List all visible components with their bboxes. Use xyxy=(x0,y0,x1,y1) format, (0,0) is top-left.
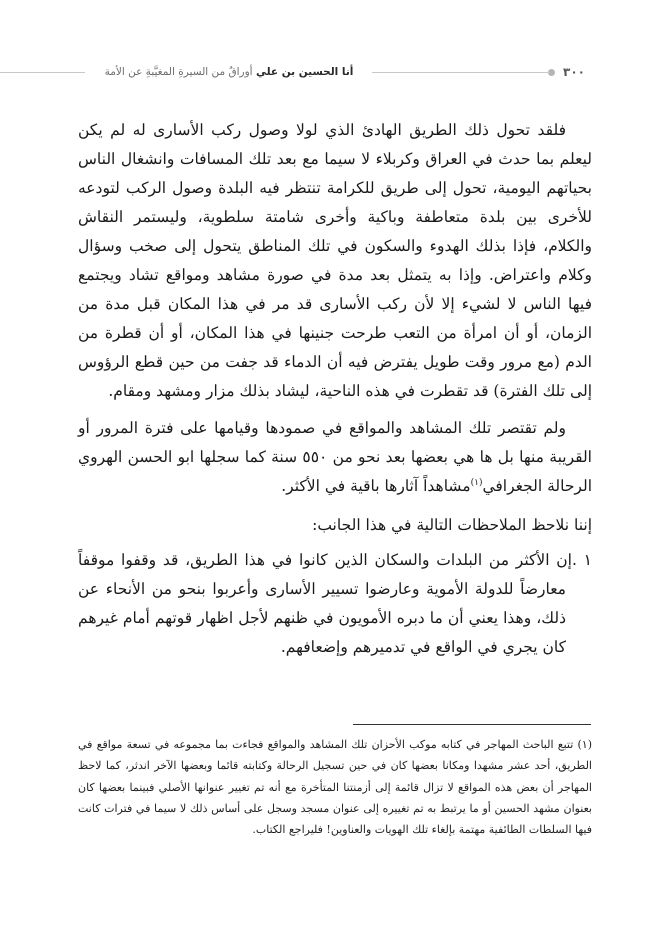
page-number: ٣٠٠ xyxy=(563,65,585,79)
running-header xyxy=(0,62,669,86)
footnotes xyxy=(78,734,592,840)
book-title xyxy=(95,62,363,82)
footnote-separator xyxy=(353,724,591,725)
paragraph-1: فلقد تحول ذلك الطريق الهادئ الذي لولا وصول ركب الأسارى له لم يكن ليعلم بما حدث في العراق وكربلاء لا سيما مع بعد تلك المسافات وانشغال الناس بحياتهم اليومية، تحول إلى طريق للكرامة تنتظر فيه البلدة وصول الركب لتودعه للأخرى بين بلدة متعاطفة وباكية وأخرى شامتة سلطوية، وليستمر النقاش والكلام، فإذا بذلك الهدوء والسكون في تلك المناطق يتحول إلى صخب وسؤال وكلام واعتراض. وإذا به يتمثل بعد مدة في صورة مشاهد ومواقع تشاد ويجتمع فيها الناس لا لشيء إلا لأن ركب الأسارى قد مر في هذا المكان قبل مدة من الزمان، أو أن امرأة من التعب طرحت جنينها في هذا المكان، أو أن قطرة من الدم (مع مرور وقت طويل يفترض فيه أن الدماء قد جفت من حين قطع الرؤوس إلى تلك الفترة) قد تقطرت في هذه الناحية، ليشاد بذلك مزار ومشهد ومقام. xyxy=(78,121,592,400)
paragraph-2-text-cont: مشاهداً آثارها باقية في الأكثر. xyxy=(281,477,471,495)
footnote-1: (١) تتبع الباحث المهاجر في كتابه موكب الأحزان تلك المشاهد والمواقع فجاءت بما مجموعه في تسعة مواقع في الطريق، أحد عشر مشهدا ومكانا بعضها كان في حين تسجيل الرحالة وكتابته قائما وبعضها الآخر اندثر، كما لاحظ المهاجر أن بعض هذه المواقع لا تزال قائمة إلى أزمنتنا المتأخرة مع أنه تم تغيير عنوانها الأصلي فبينما بعضها كان بعنوان مشهد الحسين أو ما يرتبط به تم تغييره إلى عنوان مسجد وسجل على أساس ذلك لا سيما في فترات كانت فيها السلطات الطائفية مهتمة بإلغاء تلك الهويات والعناوين! فليراجع الكتاب. xyxy=(78,738,592,837)
header-rule-right xyxy=(372,72,550,73)
page-body xyxy=(78,116,592,670)
list-intro: إننا نلاحظ الملاحظات التالية في هذا الجانب: xyxy=(312,516,592,534)
paragraph-2 xyxy=(78,414,592,501)
header-rule-left xyxy=(0,72,85,73)
book-subtitle: أوراقٌ من السيرةِ المغيَّبةِ عن الأمة xyxy=(104,66,253,78)
book-title-bold: أنا الحسين بن علي xyxy=(255,66,354,78)
paragraph-2-text: ولم تقتصر تلك المشاهد والمواقع في صمودها وقيامها على فترة المرور أو القريبة منها بل ها هي بعضها بعد نحو من ٥٥٠ سنة كما سجلها ابو الحسن الهروي الرحالة الجغرافي xyxy=(78,419,592,495)
list-item-1: ١ .إن الأكثر من البلدات والسكان الذين كانوا في هذا الطريق، قد وقفوا موقفاً معارضاً للدولة الأموية وعارضوا تسيير الأسارى وأعربوا بنحو من الأنحاء عن ذلك، وهذا يعني أن ما دبره الأمويون في ظنهم لأجل اظهار قوتهم أمام غيرهم كان يجري في الواقع في تدميرهم وإضعافهم. xyxy=(78,551,592,656)
footnote-reference-1[interactable]: (١) xyxy=(470,477,483,488)
